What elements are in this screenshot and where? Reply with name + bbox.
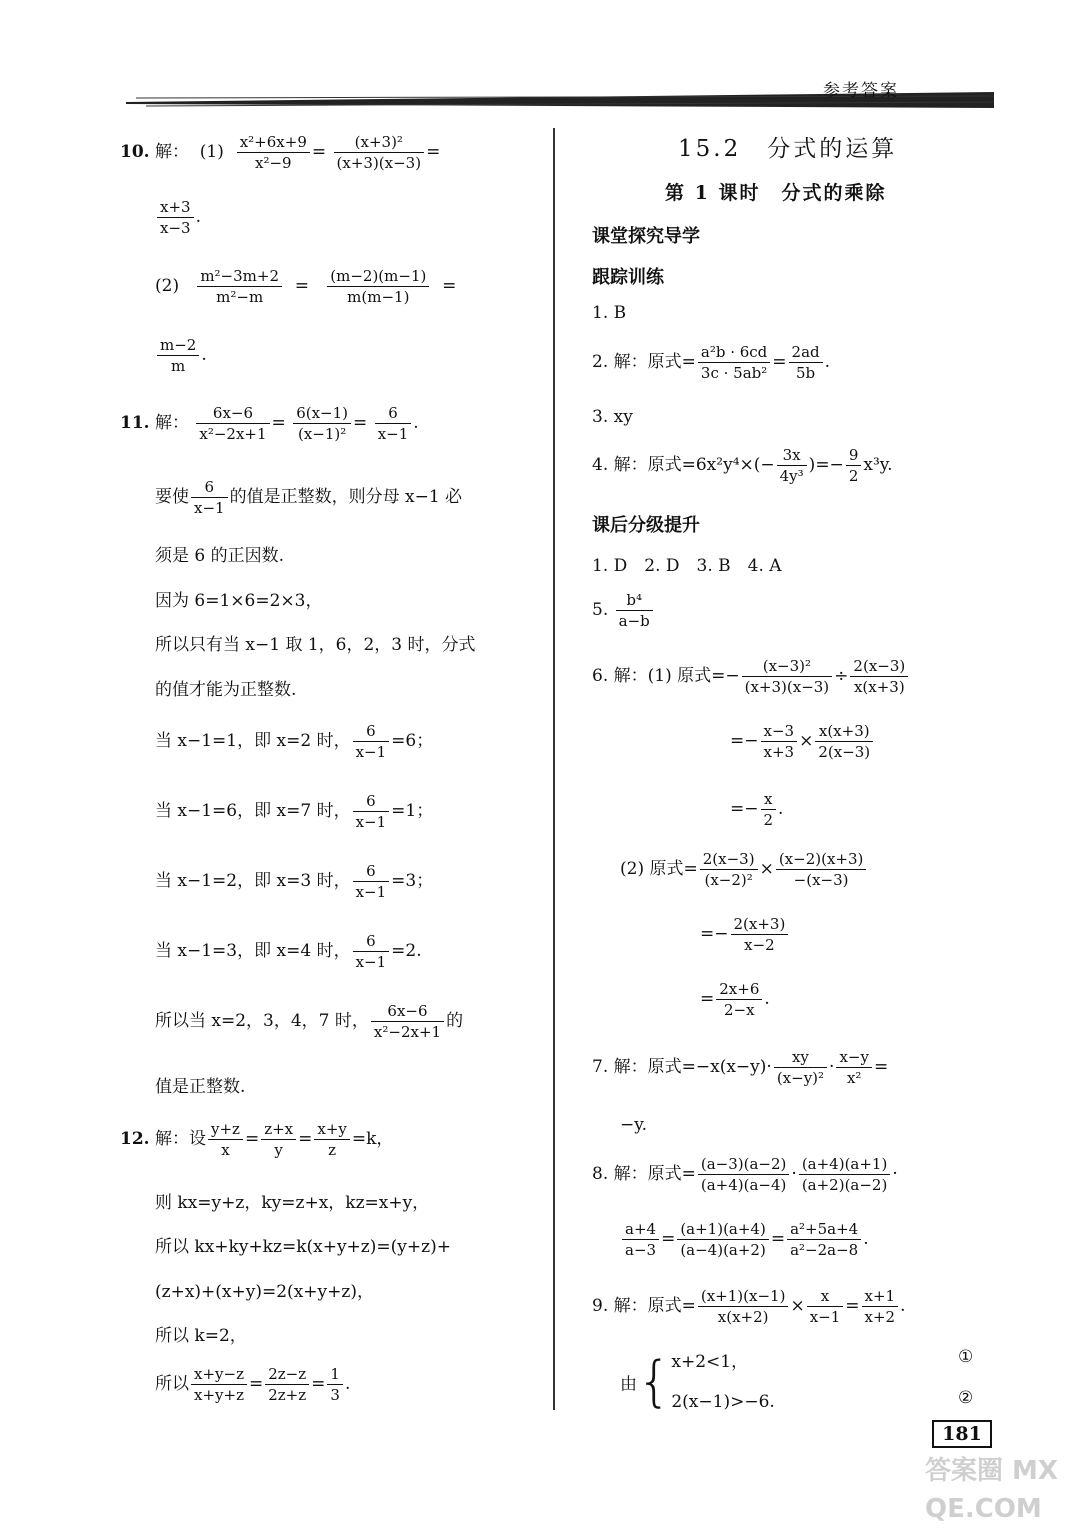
answer-7-result: −y. <box>620 1115 647 1135</box>
fraction: $\frac{2(x-3)}{\text{(x−2)²}}$ <box>700 850 758 889</box>
q11-case1: 当 x−1=1，即 x=2 时， $\frac{6}{x-1}$ =6； <box>155 722 434 761</box>
fraction: $\frac{\text{x²+6x+9}}{\text{x²−9}}$ <box>237 133 310 172</box>
answer-9: 9. 解：原式= $\frac{(x+1)(x-1)}{x(x+2)}$ × $\frac{x}{x-1}$ = $\frac{x+1}{x+2}$ . <box>592 1287 906 1326</box>
fraction: $\frac{x+y-z}{x+y+z}$ <box>191 1365 247 1404</box>
watermark: 答案圈 MXQE.COM <box>925 1456 1058 1524</box>
q11-conclusion: 所以当 x=2，3，4，7 时， $\frac{6x-6}{\text{x²−2x+1}}$ 的 <box>155 1002 464 1041</box>
fraction: $\frac{x+1}{x+2}$ <box>862 1287 899 1326</box>
answer-1: 1. B <box>592 303 627 323</box>
fraction: $\frac{6x-6}{\text{x²−2x+1}}$ <box>371 1002 444 1041</box>
answer-6-line1: 6. 解：(1) 原式=− $\frac{\text{(x−3)²}}{(x+3)(x-3)}$ ÷ $\frac{2(x-3)}{x(x+3)}$ <box>592 657 910 696</box>
fraction: $\frac{x}{x-1}$ <box>807 1287 844 1326</box>
answer-6-line2: =− $\frac{x-3}{x+3}$ × $\frac{x(x+3)}{2(x-3)}$ <box>730 722 875 761</box>
marker-2: ② <box>958 1388 974 1408</box>
answer-b1-4: 1. D 2. D 3. B 4. A <box>592 556 782 576</box>
marker-1: ① <box>958 1347 974 1367</box>
fraction: $\frac{m-2}{m}$ <box>157 336 199 375</box>
q12-line5: 所以 k=2， <box>155 1326 247 1346</box>
q12-line4: (z+x)+(x+y)=2(x+y+z)， <box>155 1282 374 1302</box>
q11-line1: 11. 解： $\frac{6x-6}{\text{x²−2x+1}}$ = $\frac{6(x-1)}{\text{(x−1)²}}$ = $\frac{6}{x-1}$ . <box>120 404 419 443</box>
answer-7: 7. 解：原式=−x(x−y)· $\frac{xy}{\text{(x−y)²}}$ · $\frac{x-y}{\text{x²}}$ = <box>592 1048 889 1087</box>
fraction: $\frac{6}{x-1}$ <box>353 722 390 761</box>
fraction: $\frac{(x-2)(x+3)}{-(x-3)}$ <box>776 850 867 889</box>
q12-line1: 12. 解：设 $\frac{y+z}{x}$ = $\frac{z+x}{y}$ = $\frac{x+y}{z}$ =k， <box>120 1120 394 1159</box>
q11-case4: 当 x−1=3，即 x=4 时， $\frac{6}{x-1}$ =2. <box>155 932 422 971</box>
fraction: $\frac{\text{(x+3)²}}{(x+3)(x-3)}$ <box>334 133 425 172</box>
answer-5: 5. $\frac{\text{b⁴}}{a-b}$ <box>592 591 655 630</box>
section-heading: 课堂探究导学 <box>592 226 700 247</box>
section-heading: 跟踪训练 <box>592 267 664 288</box>
fraction: $\frac{x-y}{\text{x²}}$ <box>836 1048 872 1087</box>
fraction: $\frac{2(x-3)}{x(x+3)}$ <box>850 657 908 696</box>
section-title: 15.2 分式的运算 <box>678 136 898 162</box>
fraction: $\frac{6}{x-1}$ <box>375 404 412 443</box>
fraction: $\frac{\text{m²−3m+2}}{\text{m²−m}}$ <box>197 267 282 306</box>
answer-8: 8. 解：原式= $\frac{(a-3)(a-2)}{(a+4)(a-4)}$ · $\frac{(a+4)(a+1)}{(a+2)(a-2)}$ · <box>592 1155 898 1194</box>
q10-line2: (2) $\frac{\text{m²−3m+2}}{\text{m²−m}}$ = $\frac{(m-2)(m-1)}{m(m-1)}$ = <box>155 267 457 306</box>
fraction: $\frac{2x+6}{2-x}$ <box>716 980 762 1019</box>
header-title: 参考答案 <box>823 81 899 101</box>
fraction: $\frac{x-3}{x+3}$ <box>761 722 798 761</box>
answer-6-line3: =− $\frac{x}{2}$ . <box>730 790 784 829</box>
answer-6-line6: = $\frac{2x+6}{2-x}$ . <box>700 980 770 1019</box>
fraction: $\frac{6}{x-1}$ <box>353 862 390 901</box>
fraction: $\frac{2(x+3)}{x-2}$ <box>731 915 789 954</box>
q12-line2: 则 kx=y+z，ky=z+x，kz=x+y， <box>155 1193 430 1213</box>
fraction: $\frac{y+z}{x}$ <box>208 1120 243 1159</box>
q11-line4: 因为 6=1×6=2×3， <box>155 591 323 611</box>
answer-3: 3. xy <box>592 407 633 427</box>
fraction: $\frac{3x}{\text{4y³}}$ <box>777 446 807 485</box>
q12-line3: 所以 kx+ky+kz=k(x+y+z)=(y+z)+ <box>155 1237 451 1257</box>
q12-line6: 所以 $\frac{x+y-z}{x+y+z}$ = $\frac{2z-z}{2z+z}$ = $\frac{1}{3}$ . <box>155 1365 351 1404</box>
q10-result2: $\frac{m-2}{m}$ . <box>155 336 207 375</box>
fraction: $\frac{(a+1)(a+4)}{(a-4)(a+2)}$ <box>677 1220 769 1259</box>
fraction: $\frac{(x+1)(x-1)}{x(x+2)}$ <box>698 1287 789 1326</box>
fraction: $\frac{6}{x-1}$ <box>353 792 390 831</box>
answer-2: 2. 解：原式= $\frac{\text{a²b · 6cd}}{\text{3c · 5ab²}}$ = $\frac{2ad}{5b}$ . <box>592 343 831 382</box>
q11-line5: 所以只有当 x−1 取 1，6，2，3 时，分式 <box>155 635 476 655</box>
q11-line7: 值是正整数. <box>155 1077 246 1097</box>
q11-line6: 的值才能为正整数. <box>155 680 297 700</box>
q11-case3: 当 x−1=2，即 x=3 时， $\frac{6}{x-1}$ =3； <box>155 862 434 901</box>
fraction: $\frac{6x-6}{\text{x²−2x+1}}$ <box>196 404 269 443</box>
fraction: $\frac{x+y}{z}$ <box>314 1120 350 1159</box>
fraction: $\frac{(m-2)(m-1)}{m(m-1)}$ <box>327 267 429 306</box>
column-divider <box>553 128 555 1410</box>
fraction: $\frac{\text{a²b · 6cd}}{\text{3c · 5ab²}}$ <box>698 343 770 382</box>
fraction: $\frac{2z-z}{2z+z}$ <box>265 1365 309 1404</box>
fraction: $\frac{6(x-1)}{\text{(x−1)²}}$ <box>293 404 351 443</box>
section-heading: 课后分级提升 <box>592 515 700 536</box>
answer-4: 4. 解：原式=6x²y⁴×(− $\frac{3x}{\text{4y³}}$ )=− $\frac{9}{2}$ x³y. <box>592 446 893 485</box>
page-number: 181 <box>932 1420 992 1448</box>
fraction: $\frac{(a+4)(a+1)}{(a+2)(a-2)}$ <box>799 1155 891 1194</box>
answer-6-part2: (2) 原式= $\frac{2(x-3)}{\text{(x−2)²}}$ × $\frac{(x-2)(x+3)}{-(x-3)}$ <box>620 850 868 889</box>
fraction: $\frac{\text{a²+5a+4}}{\text{a²−2a−8}}$ <box>787 1220 861 1259</box>
inequality-system: 由{ x+2<1， 2(x−1)>−6. <box>620 1350 775 1413</box>
fraction: $\frac{1}{3}$ <box>327 1365 343 1404</box>
fraction: $\frac{\text{b⁴}}{a-b}$ <box>616 591 653 630</box>
fraction: $\frac{x+3}{x-3}$ <box>157 198 194 237</box>
fraction: $\frac{xy}{\text{(x−y)²}}$ <box>774 1048 827 1087</box>
fraction: $\frac{(a-3)(a-2)}{(a+4)(a-4)}$ <box>698 1155 790 1194</box>
fraction: $\frac{9}{2}$ <box>846 446 862 485</box>
answer-6-line5: =− $\frac{2(x+3)}{x-2}$ <box>700 915 790 954</box>
q11-line3: 须是 6 的正因数. <box>155 546 285 566</box>
fraction: $\frac{z+x}{y}$ <box>261 1120 296 1159</box>
fraction: $\frac{\text{(x−3)²}}{(x+3)(x-3)}$ <box>742 657 833 696</box>
fraction: $\frac{x(x+3)}{2(x-3)}$ <box>815 722 873 761</box>
fraction: $\frac{x}{2}$ <box>761 790 777 829</box>
brace-icon: { <box>637 1350 672 1413</box>
fraction: $\frac{2ad}{5b}$ <box>789 343 823 382</box>
answer-8-line2: $\frac{a+4}{a-3}$ = $\frac{(a+1)(a+4)}{(a-4)(a+2)}$ = $\frac{\text{a²+5a+4}}{\text{a²−2a−8}}$ . <box>620 1220 869 1259</box>
lesson-title: 第 1 课时 分式的乘除 <box>665 182 887 204</box>
fraction: $\frac{6}{x-1}$ <box>353 932 390 971</box>
q10-result1: $\frac{x+3}{x-3}$ . <box>155 198 201 237</box>
fraction: $\frac{6}{x-1}$ <box>191 478 228 517</box>
q11-line2: 要使 $\frac{6}{x-1}$ 的值是正整数，则分母 x−1 必 <box>155 478 463 517</box>
q10-line1: 10. 解： (1) $\frac{\text{x²+6x+9}}{\text{x²−9}}$ = $\frac{\text{(x+3)²}}{(x+3)(x-3)}$ = <box>120 133 441 172</box>
q11-case2: 当 x−1=6，即 x=7 时， $\frac{6}{x-1}$ =1； <box>155 792 434 831</box>
fraction: $\frac{a+4}{a-3}$ <box>622 1220 659 1259</box>
